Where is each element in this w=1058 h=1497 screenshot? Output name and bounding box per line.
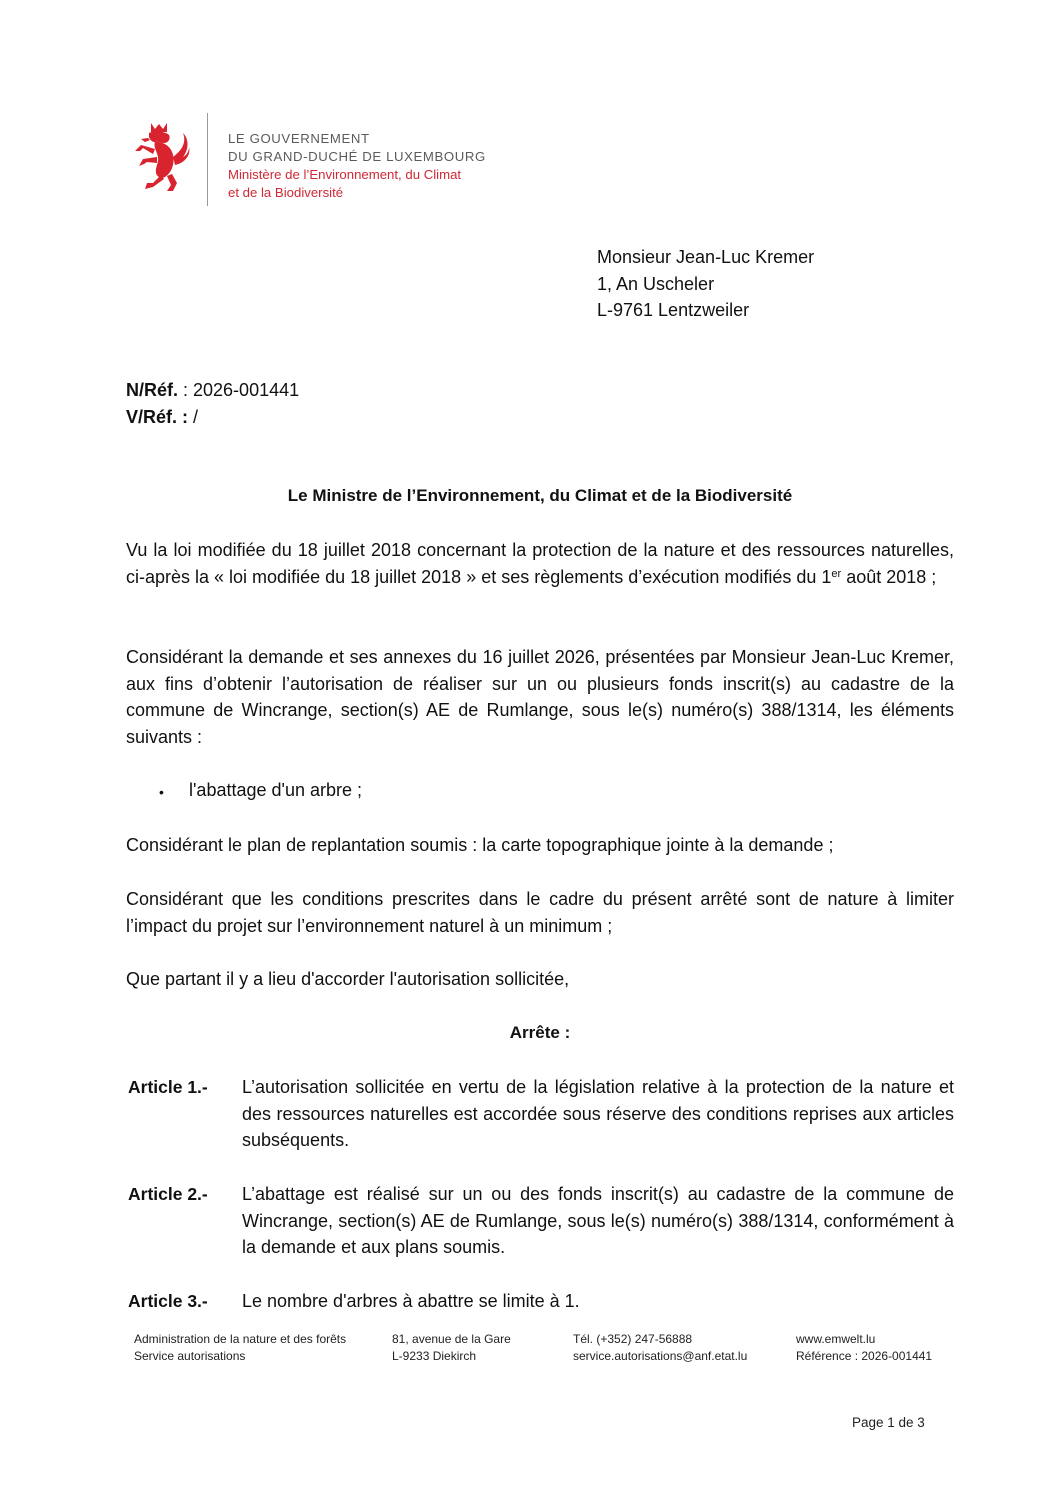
bullet-item: l'abattage d'un arbre ;: [189, 780, 362, 800]
bullet-icon: •: [159, 784, 164, 800]
header-divider: [207, 113, 208, 206]
references: [126, 377, 299, 430]
article-2-text: L’abattage est réalisé sur un ou des fonds inscrit(s) au cadastre de la commune de Wincrange, section(s) AE de Rumlange, sous le(s) numéro(s) 388/1314, conformément à la demande et aux plans soumis.: [242, 1184, 954, 1257]
government-name: [228, 130, 486, 166]
recipient-street: 1, An Uscheler: [597, 273, 715, 294]
government-line-2: DU GRAND-DUCHÉ DE LUXEMBOURG: [228, 149, 486, 164]
footer-address: [392, 1331, 511, 1365]
article-3-label: Article 3.-: [128, 1291, 208, 1311]
your-reference-value: /: [193, 406, 199, 427]
paragraph-legal-basis-text-a: Vu la loi modifiée du 18 juillet 2018 concernant la protection de la nature et des ressources naturelles, ci-après la « loi modifiée du 18 juillet 2018 » et ses règlements d’exécution modifiés du 1: [126, 540, 954, 587]
recipient-city: L-9761 Lentzweiler: [597, 300, 750, 320]
article-2-label: Article 2.-: [128, 1184, 208, 1204]
footer-email: service.autorisations@anf.etat.lu: [573, 1349, 748, 1363]
recipient-name: Monsieur Jean-Luc Kremer: [597, 247, 815, 267]
footer-address-line-1: 81, avenue de la Gare: [392, 1332, 511, 1346]
footer-website: [796, 1331, 932, 1365]
footer-reference: Référence : 2026-001441: [796, 1349, 933, 1363]
article-1-text: L’autorisation sollicitée en vertu de la législation relative à la protection de la nature et des ressources naturelles est accordée sous réserve des conditions reprises aux articles subséquents.: [242, 1077, 954, 1150]
lion-emblem-icon: [131, 121, 191, 195]
ministry-name: [228, 166, 461, 202]
your-reference: [126, 404, 299, 431]
footer-administration: [134, 1331, 346, 1365]
your-reference-label: V/Réf. :: [126, 406, 194, 427]
paragraph-conditions: Considérant que les conditions prescrites dans le cadre du présent arrêté sont de nature à limiter l’impact du projet sur l’environnement naturel à un minimum ;: [126, 889, 954, 936]
paragraph-request: Considérant la demande et ses annexes du 16 juillet 2026, présentées par Monsieur Jean-Luc Kremer, aux fins d’obtenir l’autorisation de réaliser sur un ou plusieurs fonds inscrit(s) au cadastre de la commune de Wincrange, section(s) AE de Rumlange, sous le(s) numéro(s) 388/1314, les éléments suivants :: [126, 647, 954, 747]
footer-administration-line-2: Service autorisations: [134, 1349, 246, 1363]
our-reference-value: : 2026-001441: [178, 380, 300, 400]
recipient-address: [597, 244, 814, 324]
document-title: Le Ministre de l’Environnement, du Climat et de la Biodiversité: [287, 486, 793, 505]
our-reference: [126, 377, 299, 404]
ministry-line-1: Ministère de l’Environnement, du Climat: [228, 167, 462, 182]
government-line-1: LE GOUVERNEMENT: [228, 131, 370, 146]
paragraph-legal-basis-sup: er: [831, 567, 842, 580]
paragraph-replanting: Considérant le plan de replantation soumis : la carte topographique jointe à la demande ;: [126, 835, 834, 855]
footer-website-url: www.emwelt.lu: [796, 1332, 876, 1346]
page-number: Page 1 de 3: [852, 1415, 925, 1430]
paragraph-legal-basis-text-b: août 2018 ;: [841, 566, 937, 587]
article-3-text: Le nombre d'arbres à abattre se limite à 1.: [242, 1291, 580, 1311]
ministry-line-2: et de la Biodiversité: [228, 185, 344, 200]
arrete-heading: Arrête :: [509, 1023, 571, 1042]
footer-administration-line-1: Administration de la nature et des forêts: [134, 1332, 347, 1346]
footer-phone: Tél. (+352) 247-56888: [573, 1332, 693, 1346]
article-1-label: Article 1.-: [128, 1077, 208, 1097]
footer-address-line-2: L-9233 Diekirch: [392, 1349, 477, 1363]
paragraph-legal-basis: [126, 537, 954, 590]
footer-contact: [573, 1331, 747, 1365]
paragraph-conclusion: Que partant il y a lieu d'accorder l'autorisation sollicitée,: [126, 969, 570, 989]
our-reference-label: N/Réf.: [126, 380, 179, 400]
